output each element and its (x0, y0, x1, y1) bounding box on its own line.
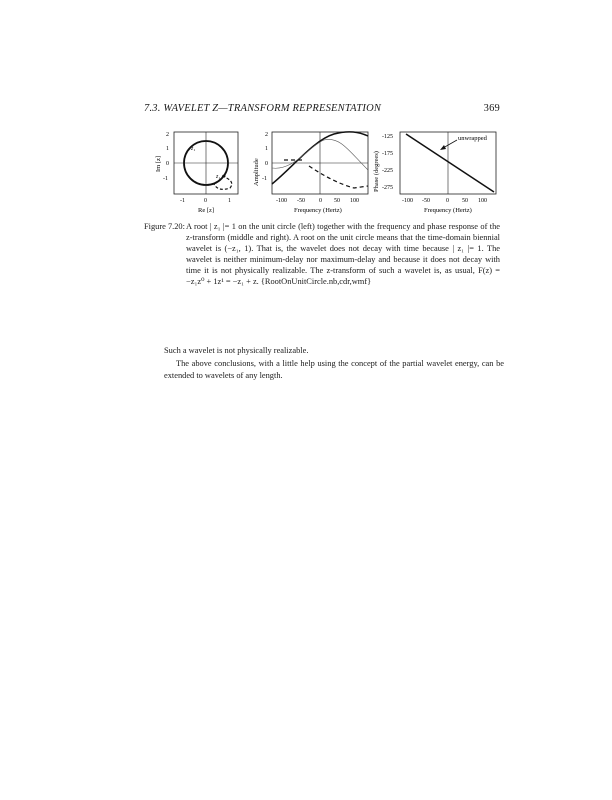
left-ytick-3: -1 (163, 176, 168, 182)
mid-xtick-0: -100 (276, 198, 287, 204)
root-label-a: z₁ (191, 146, 196, 152)
panel-right (373, 132, 496, 214)
right-xtick-2: 0 (446, 198, 449, 204)
left-ytick-2: 0 (166, 161, 169, 167)
mid-ytick-2: 0 (265, 161, 268, 167)
dashed-curve (284, 160, 368, 188)
mid-xtick-1: -50 (297, 198, 305, 204)
mid-xlabel: Frequency (Hertz) (294, 207, 342, 214)
right-ytick-0: -125 (382, 134, 393, 140)
right-xtick-1: -50 (422, 198, 430, 204)
left-ytick-0: 2 (166, 132, 169, 138)
root-label-b: z₁ (216, 174, 221, 180)
caption-text: A root | z₁ |= 1 on the unit circle (left) together with the frequency and phase response of the z-transform (middle and right). A root on the unit circle means that the time-domain biennial wavelet is (−z₁, 1). That is, the wavelet does not decay with time because | z₁ |= 1. The wavelet is neither minimum-delay nor maximum-delay and because it does not decay with time it is not physically realizable. The z-transform of such a wavelet is, as usual, F(z) = −z₁z⁰ + 1z¹ = −z₁ + z. {RootOnUnitCircle.nb,cdr,wmf} (186, 222, 500, 286)
figure-caption (144, 222, 500, 287)
mid-ylabel: Amplitude (253, 158, 260, 186)
right-xtick-3: 50 (462, 198, 468, 204)
mid-ytick-0: 2 (265, 132, 268, 138)
mid-xtick-4: 100 (350, 198, 359, 204)
left-ytick-1: 1 (166, 146, 169, 152)
right-ytick-3: -275 (382, 185, 393, 191)
paragraph-1: Such a wavelet is not physically realizable. (164, 346, 309, 355)
page-number: 369 (483, 103, 500, 114)
paragraph-2: The above conclusions, with a little help using the concept of the partial wavelet energy, can be extended to wavelets of any length. (164, 359, 504, 380)
mid-xtick-2: 0 (319, 198, 322, 204)
annotation-arrow (443, 140, 457, 148)
mid-ytick-1: 1 (265, 146, 268, 152)
figure-panels (144, 126, 504, 226)
mid-ytick-3: -1 (262, 176, 267, 182)
right-xlabel: Frequency (Hertz) (424, 207, 472, 214)
right-xtick-4: 100 (478, 198, 487, 204)
panel-middle (253, 132, 368, 214)
right-xtick-0: -100 (402, 198, 413, 204)
mid-xtick-3: 50 (334, 198, 340, 204)
right-ylabel: Phase (degrees) (373, 151, 380, 192)
right-ytick-1: -175 (382, 151, 393, 157)
running-header (144, 103, 500, 114)
right-ytick-2: -225 (382, 168, 393, 174)
left-xtick-0: -1 (180, 198, 185, 204)
caption-label: Figure 7.20: (144, 222, 185, 231)
phase-annotation: unwrapped (458, 135, 487, 142)
arrow-head (440, 145, 446, 150)
left-xtick-1: 0 (204, 198, 207, 204)
left-xtick-2: 1 (228, 198, 231, 204)
panel-left (155, 132, 238, 214)
phase-line (406, 134, 494, 192)
left-xlabel: Re [z] (198, 207, 215, 214)
section-title: 7.3. WAVELET Z—TRANSFORM REPRESENTATION (144, 103, 382, 114)
left-ylabel: Im [z] (155, 155, 162, 172)
